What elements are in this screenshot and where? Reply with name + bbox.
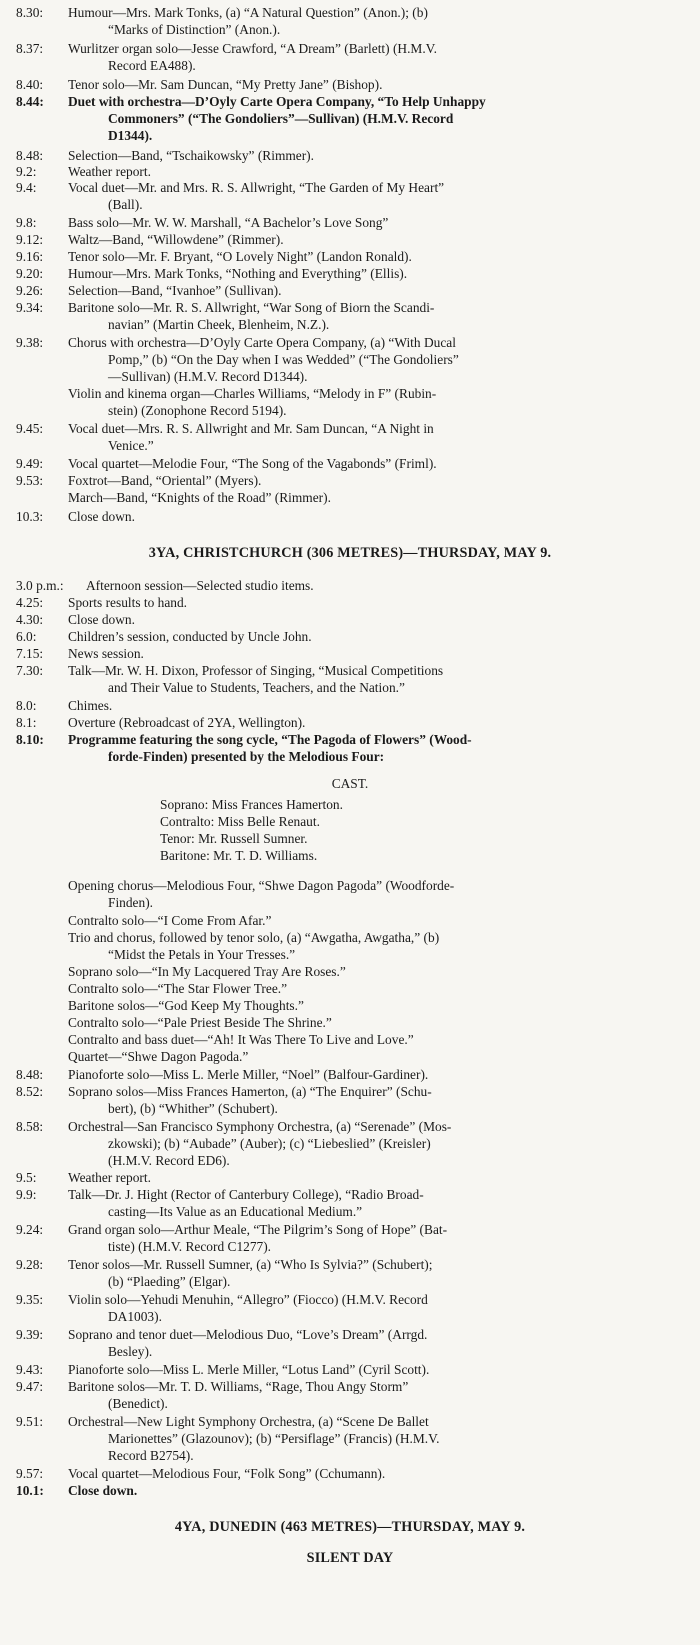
entry-425: 4.25: Sports results to hand. <box>16 595 188 610</box>
entry-938-cont: Pomp,” (b) “On the Day when I was Wedded” (“The Gondoliers” <box>108 352 459 367</box>
cast-baritone: Baritone: Mr. T. D. Williams. <box>160 848 318 863</box>
entry-830-cont: “Marks of Distinction” (Anon.). <box>108 22 281 37</box>
entry-947-cont: (Benedict). <box>108 1396 168 1411</box>
entry-99: 9.9: Talk—Dr. J. Hight (Rector of Canterbury College), “Radio Broad- <box>16 1187 424 1202</box>
entry-934-cont: navian” (Martin Cheek, Blenheim, N.Z.). <box>108 317 330 332</box>
entry-103: 10.3: Close down. <box>16 509 135 524</box>
entry-844-cont: Commoners” (“The Gondoliers”—Sullivan) (H.M.V. Record <box>108 111 454 126</box>
entry-953: 9.53: Foxtrot—Band, “Oriental” (Myers). <box>16 473 262 488</box>
entry-949: 9.49: Vocal quartet—Melodie Four, “The Song of the Vagabonds” (Friml). <box>16 456 437 471</box>
entry-951-cont: Marionettes” (Glazounov); (b) “Persiflage” (Francis) (H.M.V. <box>108 1431 440 1446</box>
entry-935: 9.35: Violin solo—Yehudi Menuhin, “Allegro” (Fiocco) (H.M.V. Record <box>16 1292 428 1307</box>
silent-day: SILENT DAY <box>306 1550 394 1566</box>
entry-715: 7.15: News session. <box>16 646 144 661</box>
entry-810: 8.10: Programme featuring the song cycle, “The Pagoda of Flowers” (Wood- <box>16 732 472 747</box>
entry-violin-cont: stein) (Zonophone Record 5194). <box>108 403 287 418</box>
cycle-opening: Opening chorus—Melodious Four, “Shwe Dagon Pagoda” (Woodforde- <box>68 878 455 893</box>
cycle-quartet: Quartet—“Shwe Dagon Pagoda.” <box>68 1049 249 1064</box>
entry-858: 8.58: Orchestral—San Francisco Symphony Orchestra, (a) “Serenade” (Mos- <box>16 1119 452 1134</box>
entry-94: 9.4: Vocal duet—Mr. and Mrs. R. S. Allwright, “The Garden of My Heart” <box>16 180 445 195</box>
cast-tenor: Tenor: Mr. Russell Sumner. <box>160 831 308 846</box>
entry-928: 9.28: Tenor solos—Mr. Russell Sumner, (a) “Who Is Sylvia?” (Schubert); <box>16 1257 433 1272</box>
entry-935-cont: DA1003). <box>108 1309 162 1324</box>
entry-945: 9.45: Vocal duet—Mrs. R. S. Allwright and Mr. Sam Duncan, “A Night in <box>16 421 434 436</box>
entry-101: 10.1: Close down. <box>16 1483 138 1498</box>
entry-95: 9.5: Weather report. <box>16 1170 151 1185</box>
entry-837: 8.37: Wurlitzer organ solo—Jesse Crawford, “A Dream” (Barlett) (H.M.V. <box>16 41 437 56</box>
entry-430: 4.30: Close down. <box>16 612 135 627</box>
entry-938-cont2: —Sullivan) (H.M.V. Record D1344). <box>108 369 308 384</box>
entry-730: 7.30: Talk—Mr. W. H. Dixon, Professor of Singing, “Musical Competitions <box>16 663 444 678</box>
entry-violin: Violin and kinema organ—Charles Williams, “Melody in F” (Rubin- <box>68 386 437 401</box>
cycle-contralto-1: Contralto solo—“I Come From Afar.” <box>68 913 272 928</box>
entry-858-cont2: (H.M.V. Record ED6). <box>108 1153 230 1168</box>
entry-938: 9.38: Chorus with orchestra—D’Oyly Carte Opera Company, (a) “With Ducal <box>16 335 456 350</box>
cycle-opening-cont: Finden). <box>108 895 154 910</box>
cycle-contralto-3: Contralto solo—“Pale Priest Beside The Shrine.” <box>68 1015 332 1030</box>
entry-852-cont: bert), (b) “Whither” (Schubert). <box>108 1101 278 1116</box>
entry-30pm: 3.0 p.m.: Afternoon session—Selected studio items. <box>16 578 314 593</box>
entry-934: 9.34: Baritone solo—Mr. R. S. Allwright, “War Song of Biorn the Scandi- <box>16 300 435 315</box>
entry-844-cont2: D1344). <box>108 128 153 143</box>
entry-926: 9.26: Selection—Band, “Ivanhoe” (Sullivan). <box>16 283 282 298</box>
entry-92: 9.2: Weather report. <box>16 164 151 179</box>
entry-99-cont: casting—Its Value as an Educational Medium.” <box>108 1204 363 1219</box>
cycle-trio: Trio and chorus, followed by tenor solo, (a) “Awgatha, Awgatha,” (b) <box>68 930 440 945</box>
entry-81: 8.1: Overture (Rebroadcast of 2YA, Wellington). <box>16 715 306 730</box>
entry-945-cont: Venice.” <box>108 438 154 453</box>
entry-916: 9.16: Tenor solo—Mr. F. Bryant, “O Lovely Night” (Landon Ronald). <box>16 249 412 264</box>
cycle-trio-cont: “Midst the Petals in Your Tresses.” <box>108 947 296 962</box>
entry-810-cont: forde-Finden) presented by the Melodious Four: <box>108 749 385 764</box>
entry-858-cont: zkowski); (b) “Aubade” (Auber); (c) “Liebeslied” (Kreisler) <box>108 1136 431 1151</box>
entry-912: 9.12: Waltz—Band, “Willowdene” (Rimmer). <box>16 232 284 247</box>
cast-soprano: Soprano: Miss Frances Hamerton. <box>160 797 343 812</box>
entry-848: 8.48: Selection—Band, “Tschaikowsky” (Rimmer). <box>16 148 314 163</box>
entry-947: 9.47: Baritone solos—Mr. T. D. Williams, “Rage, Thou Angy Storm” <box>16 1379 409 1394</box>
entry-80: 8.0: Chimes. <box>16 698 113 713</box>
entry-920: 9.20: Humour—Mrs. Mark Tonks, “Nothing and Everything” (Ellis). <box>16 266 408 281</box>
entry-951: 9.51: Orchestral—New Light Symphony Orchestra, (a) “Scene De Ballet <box>16 1414 429 1429</box>
entry-730-cont: and Their Value to Students, Teachers, and the Nation.” <box>108 680 405 695</box>
entry-924-cont: tiste) (H.M.V. Record C1277). <box>108 1239 272 1254</box>
entry-939: 9.39: Soprano and tenor duet—Melodious Duo, “Love’s Dream” (Arrgd. <box>16 1327 428 1342</box>
cycle-duet: Contralto and bass duet—“Ah! It Was There To Live and Love.” <box>68 1032 414 1047</box>
entry-98: 9.8: Bass solo—Mr. W. W. Marshall, “A Bachelor’s Love Song” <box>16 215 389 230</box>
entry-939-cont: Besley). <box>108 1344 153 1359</box>
entry-march: March—Band, “Knights of the Road” (Rimmer). <box>68 490 331 505</box>
cycle-soprano: Soprano solo—“In My Lacquered Tray Are Roses.” <box>68 964 346 979</box>
heading-3ya: 3YA, CHRISTCHURCH (306 METRES)—THURSDAY, MAY 9. <box>148 545 552 561</box>
entry-94-cont: (Ball). <box>108 197 143 212</box>
entry-852: 8.52: Soprano solos—Miss Frances Hamerton, (a) “The Enquirer” (Schu- <box>16 1084 432 1099</box>
entry-830: 8.30: Humour—Mrs. Mark Tonks, (a) “A Natural Question” (Anon.); (b) <box>16 5 428 20</box>
cast-contralto: Contralto: Miss Belle Renaut. <box>160 814 320 829</box>
entry-837-cont: Record EA488). <box>108 58 196 73</box>
entry-943: 9.43: Pianoforte solo—Miss L. Merle Miller, “Lotus Land” (Cyril Scott). <box>16 1362 430 1377</box>
entry-957: 9.57: Vocal quartet—Melodious Four, “Folk Song” (Cchumann). <box>16 1466 386 1481</box>
entry-924: 9.24: Grand organ solo—Arthur Meale, “The Pilgrim’s Song of Hope” (Bat- <box>16 1222 448 1237</box>
cycle-baritone: Baritone solos—“God Keep My Thoughts.” <box>68 998 304 1013</box>
entry-928-cont: (b) “Plaeding” (Elgar). <box>108 1274 231 1289</box>
entry-951-cont2: Record B2754). <box>108 1448 194 1463</box>
cycle-contralto-2: Contralto solo—“The Star Flower Tree.” <box>68 981 288 996</box>
entry-60: 6.0: Children’s session, conducted by Uncle John. <box>16 629 312 644</box>
cast-title: CAST. <box>331 776 369 791</box>
entry-844: 8.44: Duet with orchestra—D’Oyly Carte Opera Company, “To Help Unhappy <box>16 94 486 109</box>
heading-4ya: 4YA, DUNEDIN (463 METRES)—THURSDAY, MAY 9. <box>174 1519 526 1535</box>
entry-848b: 8.48: Pianoforte solo—Miss L. Merle Miller, “Noel” (Balfour-Gardiner). <box>16 1067 429 1082</box>
entry-840: 8.40: Tenor solo—Mr. Sam Duncan, “My Pretty Jane” (Bishop). <box>16 77 383 92</box>
